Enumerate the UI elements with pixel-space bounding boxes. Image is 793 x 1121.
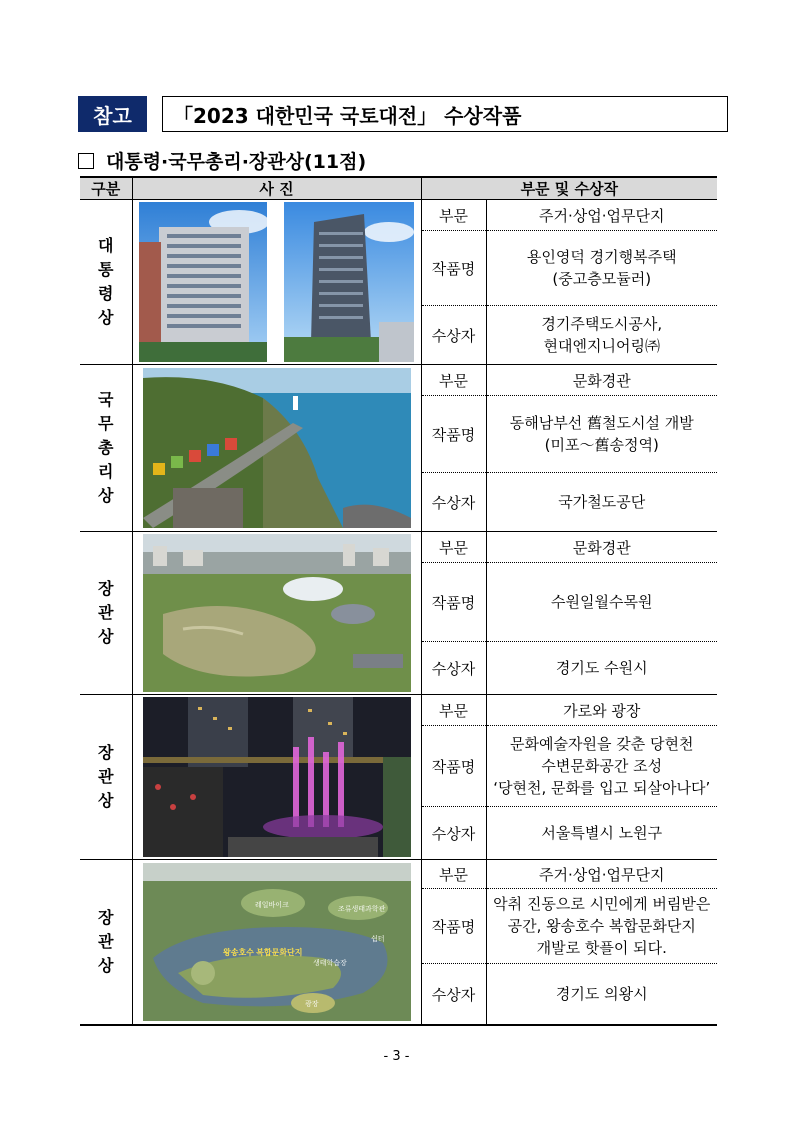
- winner-value: [486, 964, 717, 1026]
- label-category: 부문: [421, 860, 486, 889]
- award-char: 관: [98, 932, 114, 951]
- map-label: 왕송호수 복합문화단지: [222, 948, 303, 957]
- category-value: 문화경관: [486, 532, 717, 563]
- header-category: 구분: [80, 177, 132, 200]
- label-winner: 수상자: [421, 964, 486, 1026]
- award-char: 장: [98, 908, 114, 927]
- work-line: (중고층모듈러): [552, 270, 652, 288]
- photo-cell: [132, 365, 421, 532]
- award-char: 무: [98, 414, 114, 433]
- table-row: [80, 860, 717, 889]
- award-name: [80, 906, 132, 978]
- page-number: - 3 -: [383, 1049, 410, 1064]
- photo-cell: [132, 695, 421, 860]
- section-heading: [78, 147, 366, 174]
- section-title: 대통령·국무총리·장관상(11점): [106, 151, 367, 173]
- award-name: [80, 741, 132, 813]
- coastal-railway-photo: [143, 368, 411, 528]
- photo-cell: [132, 200, 421, 365]
- work-value: [486, 396, 717, 473]
- award-char: 상: [98, 308, 114, 327]
- award-char: 통: [98, 260, 114, 279]
- award-char: 리: [98, 462, 114, 481]
- award-char: 상: [98, 486, 114, 505]
- award-char: 상: [98, 627, 114, 646]
- work-line: ‘당현천, 문화를 입고 되살아나다’: [493, 779, 711, 797]
- winner-value: [486, 306, 717, 365]
- winner-line: 경기도 의왕시: [555, 985, 648, 1003]
- work-value: [486, 889, 717, 964]
- award-char: 총: [98, 438, 114, 457]
- label-winner: 수상자: [421, 642, 486, 695]
- work-line: 문화예술자원을 갖춘 당현천: [510, 735, 694, 753]
- award-char: 상: [98, 956, 114, 975]
- work-value: [486, 726, 717, 807]
- award-char: 대: [98, 236, 114, 255]
- award-char: 관: [98, 767, 114, 786]
- label-work: 작품명: [421, 726, 486, 807]
- header: [78, 96, 716, 132]
- label-category: 부문: [421, 200, 486, 231]
- award-char: 령: [98, 284, 114, 303]
- winner-line: 경기주택도시공사,: [541, 315, 663, 333]
- label-category: 부문: [421, 532, 486, 563]
- checkbox-icon: [78, 153, 94, 169]
- header-photo: 사 진: [132, 177, 421, 200]
- work-line: 용인영덕 경기행복주택: [526, 248, 677, 266]
- stream-fountain-photo: [143, 697, 411, 857]
- label-winner: 수상자: [421, 306, 486, 365]
- work-value: [486, 231, 717, 306]
- label-category: 부문: [421, 695, 486, 726]
- work-line: (미포～舊송정역): [544, 436, 659, 454]
- photo-cell: [132, 532, 421, 695]
- work-line: 공간, 왕송호수 복합문화단지: [507, 917, 696, 935]
- category-value: 문화경관: [486, 365, 717, 396]
- award-char: 장: [98, 743, 114, 762]
- building-photo: [139, 202, 414, 362]
- award-name: [80, 388, 132, 508]
- awards-table: [80, 176, 717, 1026]
- map-label: 조류생태과학관: [337, 906, 385, 913]
- label-winner: 수상자: [421, 473, 486, 532]
- award-char: 국: [98, 390, 114, 409]
- table-row: [80, 695, 717, 726]
- winner-line: 국가철도공단: [558, 493, 646, 511]
- label-winner: 수상자: [421, 807, 486, 860]
- award-cell: [80, 860, 132, 1026]
- table-row: [80, 365, 717, 396]
- label-work: 작품명: [421, 396, 486, 473]
- category-value: 주거·상업·업무단지: [486, 200, 717, 231]
- award-char: 관: [98, 603, 114, 622]
- winner-line: 서울특별시 노원구: [541, 824, 663, 842]
- winner-value: [486, 642, 717, 695]
- reference-tag: 참고: [78, 96, 147, 132]
- winner-line: 경기도 수원시: [555, 659, 648, 677]
- label-work: 작품명: [421, 889, 486, 964]
- winner-value: [486, 807, 717, 860]
- award-name: [80, 234, 132, 330]
- work-line: 동해남부선 舊철도시설 개발: [509, 414, 694, 432]
- document-title: 「2023 대한민국 국토대전」 수상작품: [162, 96, 728, 132]
- map-label: 레일바이크: [254, 902, 289, 909]
- map-label: 생태학습장: [312, 960, 347, 967]
- lake-aerial-photo: [143, 863, 411, 1021]
- work-line: 악취 진동으로 시민에게 버림받은: [493, 895, 711, 913]
- award-cell: [80, 695, 132, 860]
- winner-value: [486, 473, 717, 532]
- work-value: [486, 563, 717, 642]
- arboretum-photo: [143, 534, 411, 692]
- category-value: 가로와 광장: [486, 695, 717, 726]
- winner-line: 현대엔지니어링㈜: [543, 337, 660, 355]
- label-category: 부문: [421, 365, 486, 396]
- table-row: [80, 200, 717, 231]
- award-char: 상: [98, 791, 114, 810]
- award-cell: [80, 532, 132, 695]
- label-work: 작품명: [421, 563, 486, 642]
- map-label: 쉼터: [370, 936, 385, 943]
- award-char: 장: [98, 579, 114, 598]
- category-value: 주거·상업·업무단지: [486, 860, 717, 889]
- award-cell: [80, 200, 132, 365]
- award-name: [80, 577, 132, 649]
- award-cell: [80, 365, 132, 532]
- header-details: 부문 및 수상작: [421, 177, 717, 200]
- label-work: 작품명: [421, 231, 486, 306]
- map-label: 광장: [304, 1001, 319, 1008]
- work-line: 수원일월수목원: [551, 593, 653, 611]
- work-line: 개발로 핫플이 되다.: [536, 939, 667, 957]
- photo-cell: [132, 860, 421, 1026]
- work-line: 수변문화공간 조성: [541, 757, 663, 775]
- table-row: [80, 532, 717, 563]
- table-header-row: [80, 177, 717, 200]
